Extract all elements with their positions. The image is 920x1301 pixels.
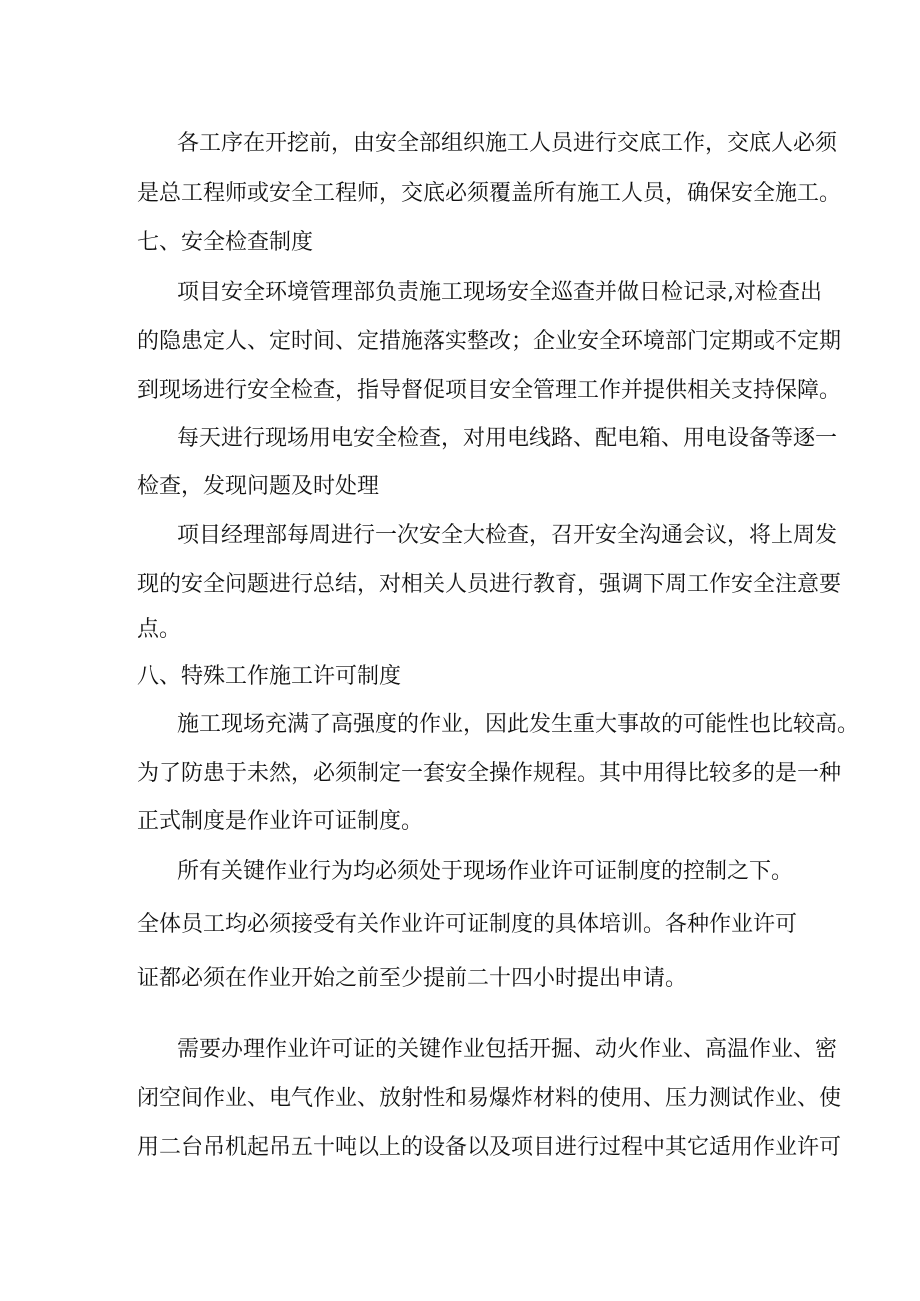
text-line: 项目经理部每周进行一次安全大检查，召开安全沟通会议，将上周发 <box>177 523 838 548</box>
text-line: 项目安全环境管理部负责施工现场安全巡查并做日检记录,对检查出 <box>177 280 822 305</box>
text-line: 到现场进行安全检查，指导督促项目安全管理工作并提供相关支持保障。 <box>137 378 842 403</box>
text-line: 是总工程师或安全工程师，交底必须覆盖所有施工人员，确保安全施工。 <box>137 181 842 206</box>
text-line: 所有关键作业行为均必须处于现场作业许可证制度的控制之下。 <box>177 859 794 884</box>
text-line: 用二台吊机起吊五十吨以上的设备以及项目进行过程中其它适用作业许可 <box>137 1135 842 1160</box>
text-line: 全体员工均必须接受有关作业许可证制度的具体培训。各种作业许可 <box>137 912 798 937</box>
text-line: 检查，发现问题及时处理 <box>137 474 380 499</box>
text-line: 每天进行现场用电安全检查，对用电线路、配电箱、用电设备等逐一 <box>177 426 838 451</box>
section-heading: 七、安全检查制度 <box>137 230 314 255</box>
text-line: 闭空间作业、电气作业、放射性和易爆炸材料的使用、压力测试作业、使 <box>137 1086 842 1111</box>
text-line: 正式制度是作业许可证制度。 <box>137 809 424 834</box>
text-line: 各工序在开挖前，由安全部组织施工人员进行交底工作，交底人必须 <box>177 131 838 156</box>
text-line: 为了防患于未然，必须制定一套安全操作规程。其中用得比较多的是一种 <box>137 761 842 786</box>
text-line: 施工现场充满了高强度的作业，因此发生重大事故的可能性也比较高。 <box>177 712 860 737</box>
section-heading: 八、特殊工作施工许可制度 <box>137 664 402 689</box>
text-line: 需要办理作业许可证的关键作业包括开掘、动火作业、高温作业、密 <box>177 1037 838 1062</box>
text-line: 点。 <box>137 617 182 642</box>
text-line: 现的安全问题进行总结，对相关人员进行教育，强调下周工作安全注意要 <box>137 572 842 597</box>
text-line: 的隐患定人、定时间、定措施落实整改；企业安全环境部门定期或不定期 <box>137 329 842 354</box>
text-line: 证都必须在作业开始之前至少提前二十四小时提出申请。 <box>137 966 688 991</box>
